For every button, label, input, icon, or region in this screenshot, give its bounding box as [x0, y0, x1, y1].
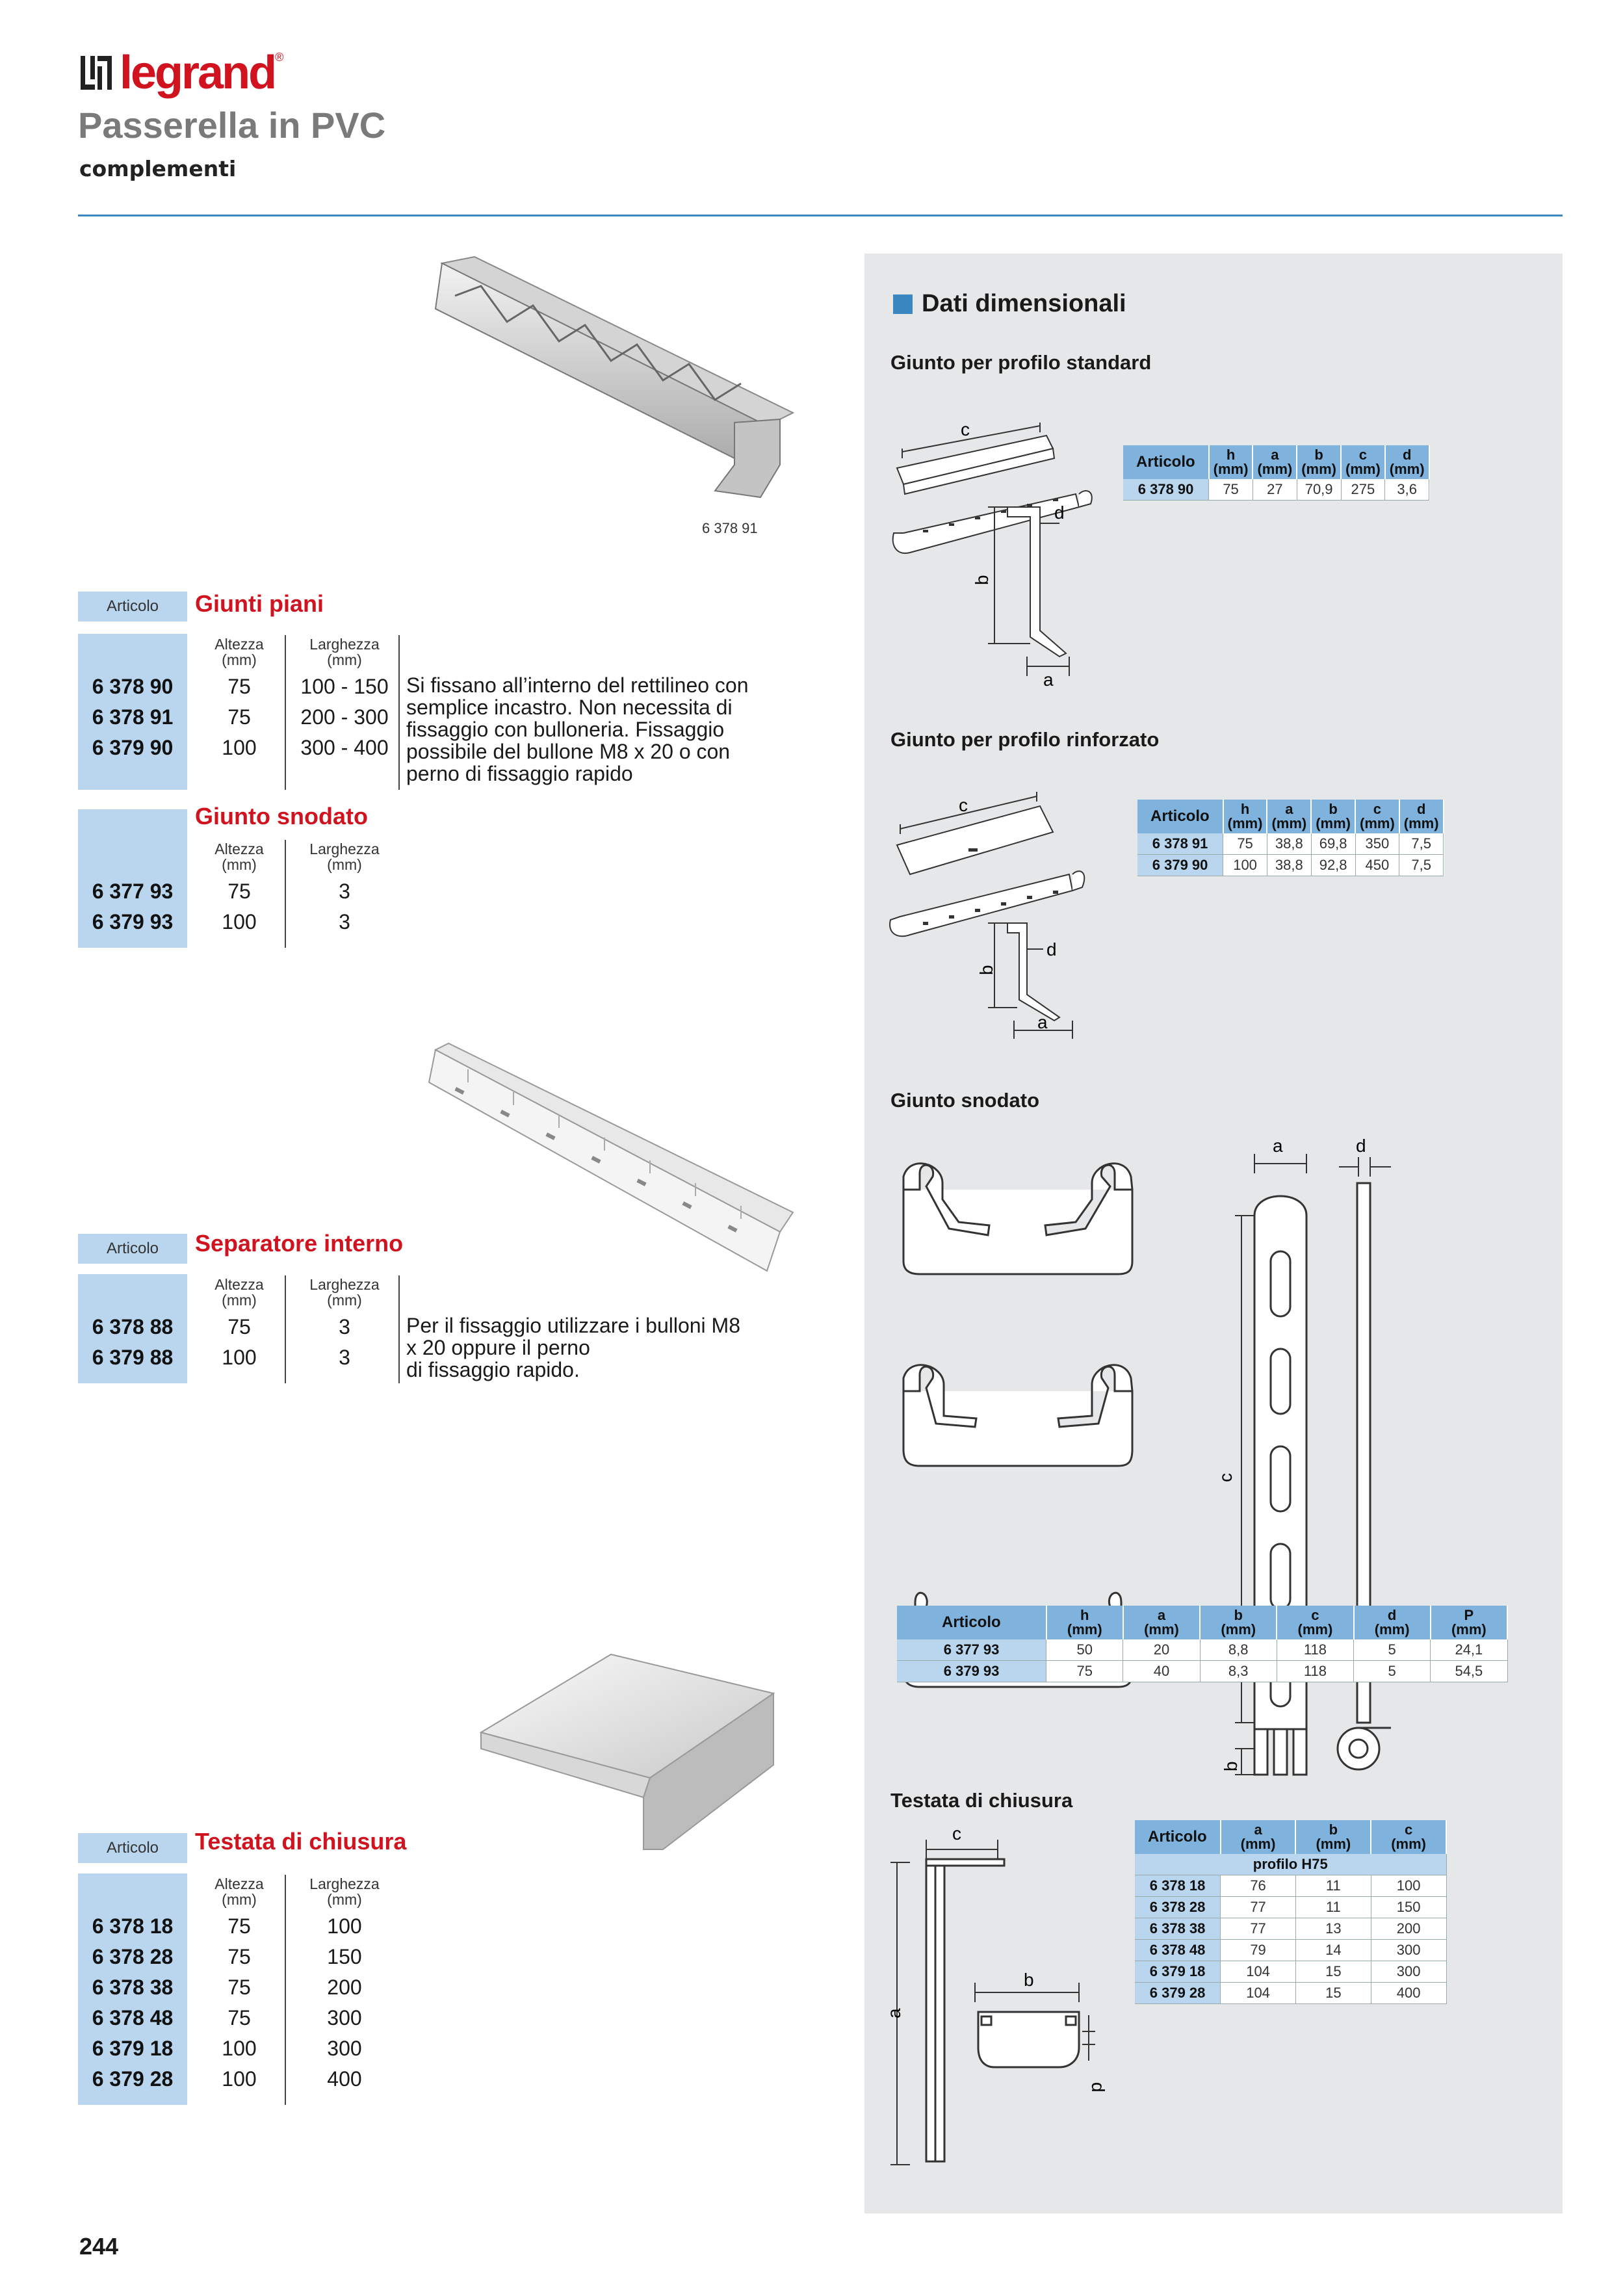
th-a: a (mm) — [1267, 800, 1311, 833]
table-row: 6 379 18 104 15 300 — [1135, 1961, 1446, 1983]
spec-table-giunto-snodato — [78, 839, 481, 948]
th-b: b (mm) — [1297, 445, 1341, 479]
table-row: 6 377 93 75 3 — [92, 880, 350, 903]
dim-label-d: d — [1054, 502, 1065, 523]
table-row: 6 379 90 100 300 - 400 — [92, 736, 389, 759]
table-giunto-standard — [1123, 445, 1430, 501]
table-row: 6 378 18 75 100 — [92, 1914, 362, 1938]
th-b: b (mm) — [1200, 1606, 1277, 1639]
table-row: 6 378 38 75 200 — [92, 1976, 362, 1999]
spec-table-giunti-piani — [78, 634, 793, 790]
heading-testata: Testata di chiusura — [890, 1789, 1073, 1812]
th-d: d (mm) — [1354, 1606, 1431, 1639]
heading-giunto-standard: Giunto per profilo standard — [890, 351, 1152, 374]
dim-label-b: b — [1221, 1761, 1241, 1771]
spec-table-separatore — [78, 1274, 793, 1383]
dim-label-b: b — [1024, 1970, 1034, 1990]
dim-label-a: a — [1037, 1012, 1048, 1032]
column-divider — [398, 635, 400, 790]
drawing-giunto-rinforzato — [884, 793, 1098, 1040]
dim-label-c: c — [952, 1823, 961, 1844]
section-title-giunto-snodato: Giunto snodato — [195, 803, 368, 829]
colhead-altezza: Altezza (mm) — [214, 1276, 264, 1309]
table-row: 6 378 28 77 11 150 — [1135, 1897, 1446, 1918]
dim-label-a: a — [1043, 670, 1054, 690]
table-row: 6 379 88 100 3 — [92, 1346, 350, 1369]
colhead-altezza: Altezza (mm) — [214, 636, 264, 668]
articolo-tag-separatore: Articolo — [78, 1234, 187, 1264]
th-d: d (mm) — [1399, 800, 1444, 833]
table-row: 6 378 38 77 13 200 — [1135, 1918, 1446, 1940]
spec-table-testata — [78, 1873, 481, 2105]
th-articolo: Articolo — [1135, 1820, 1221, 1854]
dim-label-b: b — [972, 575, 992, 585]
dim-label-c: c — [961, 419, 970, 439]
th-h: h (mm) — [1223, 800, 1267, 833]
th-a: a (mm) — [1253, 445, 1297, 479]
table-giunto-rinforzato — [1137, 800, 1444, 876]
th-articolo: Articolo — [1123, 445, 1209, 479]
dimensional-data-panel — [864, 254, 1563, 2213]
colhead-larghezza: Larghezza (mm) — [309, 841, 380, 873]
th-a: a (mm) — [1123, 1606, 1200, 1639]
th-articolo: Articolo — [897, 1606, 1046, 1639]
table-row: 6 378 90 75 27 70,9 275 3,6 — [1123, 479, 1429, 501]
photo-testata — [481, 1654, 780, 1869]
legrand-logo-mark-icon — [79, 53, 113, 92]
th-h: h (mm) — [1046, 1606, 1123, 1639]
colhead-larghezza: Larghezza (mm) — [309, 1875, 380, 1908]
th-c: c (mm) — [1355, 800, 1399, 833]
drawing-giunto-snodato-profiles — [897, 1138, 1157, 1820]
colhead-altezza: Altezza (mm) — [214, 841, 264, 873]
description-giunti-piani: Si fissano all’interno del rettilineo con semplice incastro. Non necessita di fissaggio con bulloneria. Fissaggio possibile del bullone M8 x 20 o con perno di fissaggio rapido — [406, 673, 749, 785]
colhead-larghezza: Larghezza (mm) — [309, 636, 380, 668]
table-row: 6 378 18 76 11 100 — [1135, 1875, 1446, 1897]
table-row: 6 378 90 75 100 - 150 — [92, 675, 389, 698]
table-row: 6 378 48 79 14 300 — [1135, 1940, 1446, 1961]
section-title-separatore: Separatore interno — [195, 1230, 404, 1257]
registered-mark: ® — [275, 51, 284, 64]
photo-giunto-piano — [429, 257, 793, 504]
table-row: 6 377 93 50 20 8,8 118 5 24,1 — [897, 1639, 1507, 1661]
section-title-giunti-piani: Giunti piani — [195, 590, 324, 617]
table-row: 6 378 28 75 150 — [92, 1945, 362, 1968]
header-divider — [78, 215, 1563, 216]
page-subtitle: complementi — [79, 156, 237, 181]
th-c: c (mm) — [1277, 1606, 1353, 1639]
th-d: d (mm) — [1385, 445, 1429, 479]
th-articolo: Articolo — [1137, 800, 1223, 833]
page-number: 244 — [79, 2233, 119, 2260]
th-p: P (mm) — [1431, 1606, 1507, 1639]
dim-label-b: b — [976, 965, 996, 975]
page-title: Passerella in PVC — [78, 105, 386, 146]
articolo-tag-giunto-snodato — [78, 809, 187, 839]
dim-label-d: d — [1356, 1136, 1366, 1156]
square-bullet-icon — [893, 294, 913, 314]
th-h: h (mm) — [1209, 445, 1253, 479]
photo-separatore — [429, 1043, 793, 1277]
legrand-logo — [79, 47, 283, 99]
drawing-giunto-standard — [884, 419, 1098, 690]
table-row: 6 378 91 75 38,8 69,8 350 7,5 — [1137, 833, 1444, 855]
section-title-testata: Testata di chiusura — [195, 1828, 407, 1855]
brand-name: legrand — [120, 47, 276, 99]
colhead-larghezza: Larghezza (mm) — [309, 1276, 380, 1309]
table-row: 6 378 88 75 3 — [92, 1315, 350, 1338]
th-c: c (mm) — [1371, 1820, 1446, 1854]
th-a: a (mm) — [1221, 1820, 1296, 1854]
table-row: 6 378 48 75 300 — [92, 2006, 362, 2029]
colhead-altezza: Altezza (mm) — [214, 1875, 264, 1908]
column-divider — [398, 1275, 400, 1383]
dim-label-a: a — [1273, 1136, 1283, 1156]
table-row: 6 379 28 104 15 400 — [1135, 1983, 1446, 2004]
dim-label-a: a — [884, 2008, 904, 2018]
table-row: 6 379 93 100 3 — [92, 910, 350, 933]
photo-caption: 6 378 91 — [702, 520, 758, 536]
heading-giunto-rinforzato: Giunto per profilo rinforzato — [890, 728, 1160, 751]
heading-giunto-snodato: Giunto snodato — [890, 1089, 1040, 1112]
dim-label-d: d — [1088, 2082, 1108, 2093]
drawing-testata — [884, 1823, 1118, 2178]
table-row: 6 379 93 75 40 8,3 118 5 54,5 — [897, 1661, 1507, 1682]
table-row: 6 379 18 100 300 — [92, 2037, 362, 2060]
dim-label-c: c — [959, 795, 968, 815]
articolo-tag-giunti-piani: Articolo — [78, 592, 187, 621]
th-c: c (mm) — [1341, 445, 1385, 479]
table-row: 6 379 90 100 38,8 92,8 450 7,5 — [1137, 855, 1444, 876]
table-testata — [1135, 1820, 1447, 2004]
table-row: 6 379 28 100 400 — [92, 2067, 362, 2091]
th-b: b (mm) — [1295, 1820, 1371, 1854]
table-row: 6 378 91 75 200 - 300 — [92, 705, 389, 729]
th-b: b (mm) — [1311, 800, 1355, 833]
articolo-tag-testata: Articolo — [78, 1833, 187, 1863]
dim-label-d: d — [1046, 939, 1057, 959]
table-band-row: profilo H75 — [1135, 1854, 1446, 1875]
table-giunto-snodato — [897, 1606, 1508, 1682]
drawing-giunto-snodato-side — [1215, 1125, 1527, 1788]
description-separatore: Per il fissaggio utilizzare i bulloni M8 x 20 oppure il perno di fissaggio rapido. — [406, 1314, 740, 1381]
dim-label-c: c — [1215, 1473, 1236, 1482]
panel-title: Dati dimensionali — [893, 290, 1126, 318]
